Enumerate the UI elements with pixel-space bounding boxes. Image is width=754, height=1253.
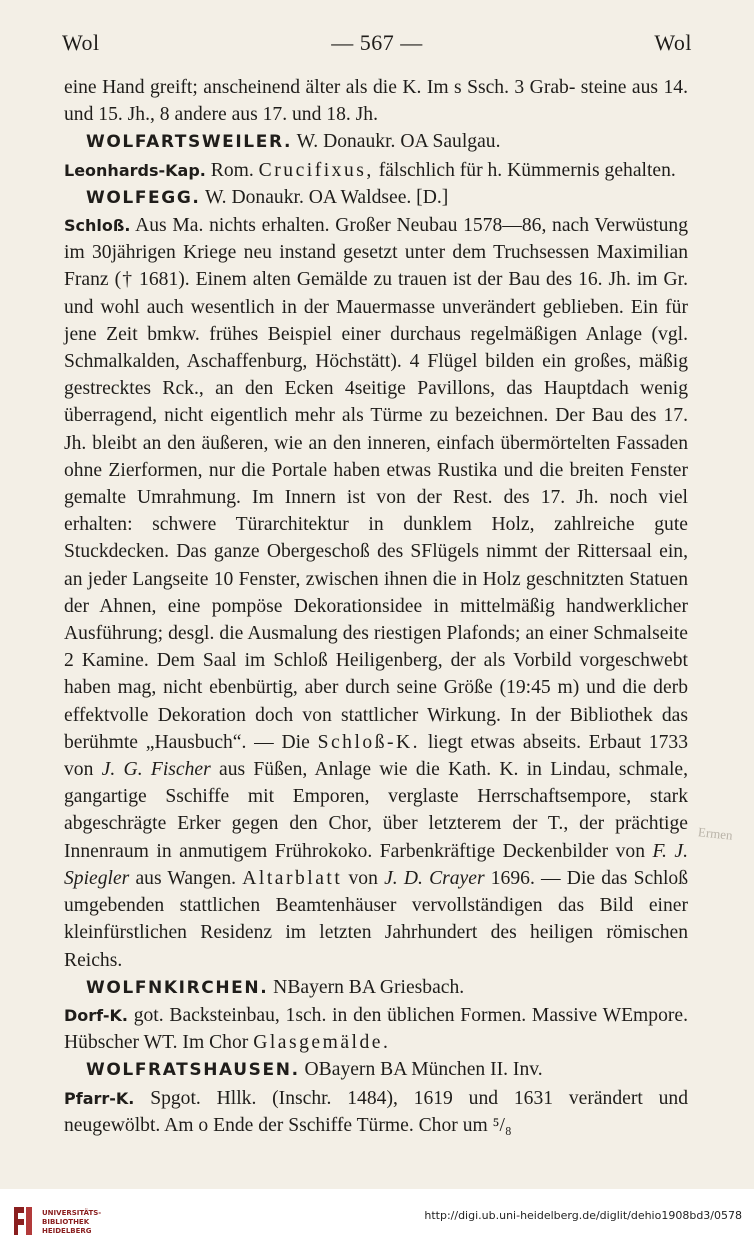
footer-bar (0, 1189, 754, 1253)
entry-paragraph: Pfarr-K. Spgot. Hllk. (Inschr. 1484), 1619 und 1631 verändert und neugewölbt. Am o Ende der Sschiffe Türme. Chor um ⁵/₈ (64, 1087, 688, 1136)
source-url-link[interactable]: http://digi.ub.uni-heidelberg.de/diglit/dehio1908bd3/0578 (424, 1209, 742, 1222)
entry-paragraph: Dorf-K. got. Backsteinbau, 1sch. in den üblichen Formen. Massive WEmpore. Hübscher WT. Im Chor Glasgemälde. (64, 1004, 688, 1054)
entry-wolfegg: WOLFEGG. W. Donaukr. OA Waldsee. [D.] (86, 186, 449, 208)
margin-annotation: Ermen (697, 824, 734, 843)
entry-paragraph: Leonhards-Kap. Rom. Crucifixus, fälschlich für h. Kümmernis gehalten. (64, 159, 676, 181)
page-body (64, 74, 688, 1139)
library-logo[interactable] (10, 1203, 130, 1241)
library-name: UNIVERSITÄTS- BIBLIOTHEK HEIDELBERG (42, 1209, 102, 1235)
running-header (62, 30, 692, 64)
entry-heading: WOLFEGG. (86, 187, 201, 208)
entry-wolfartsweiler: WOLFARTSWEILER. W. Donaukr. OA Saulgau. (86, 131, 501, 153)
entry-heading: WOLFNKIRCHEN. (86, 977, 269, 998)
header-left: Wol (62, 30, 100, 55)
text-line: eine Hand greift; anscheinend älter als die K. Im s Ssch. 3 Grab- steine aus 14. und 15. Jh., 8 andere aus 17. und 18. Jh. (64, 77, 688, 126)
header-right: Wol (654, 30, 692, 55)
entry-heading: WOLFARTSWEILER. (86, 132, 293, 153)
entry-heading: WOLFRATSHAUSEN. (86, 1060, 300, 1081)
entry-paragraph: Schloß. Aus Ma. nichts erhalten. Großer Neubau 1578—86, nach Verwüstung im 30jährigen Kriege neu instand gesetzt unter dem Truchsessen Maximilian Franz († 1681). Einem alten Gemälde zu trauen ist der Bau des 16. Jh. im Gr. und wohl auch wesentlich in der Mauermasse unverändert geblieben. Ein für jene Zeit bmkw. frühes Beispiel einer durchaus regelmäßigen Anlage (vgl. Schmalkalden, Aschaffenburg, Höchstätt). 4 Flügel bilden ein großes, mäßig gestrecktes Rck., an den Ecken 4seitige Pavillons, das Hauptdach wenig überragend, nicht eigentlich mehr als Türme zu bezeichnen. Der Bau des 17. Jh. bleibt an den äußeren, wie an den inneren, einfach übermörtelten Fassaden ohne Zierformen, nur die Portale haben etwas Rustika und die breiten Fenster gemalte Umrahmung. Im Innern ist von der Rest. des 17. Jh. noch viel erhalten: schwere Türarchitektur in dunklem Holz, zahlreiche gute Stuckdecken. Das ganze Obergeschoß des SFlügels nimmt der Rittersaal ein, an jeder Langseite 10 Fenster, zwischen ihnen die in Holz geschnitzten Statuen der Ahnen, eine pompöse Dekorationsidee in mittelmäßig handwerklicher Ausführung; desgl. die Ausmalung des riestigen Plafonds; an einer Schmalseite 2 Kamine. Dem Saal im Schloß Heiligenberg, der als Vorbild vorgeschwebt haben mag, nicht ebenbürtig, aber durch seine Größe (19:45 m) und die derb effektvolle Dekoration doch von stattlicher Wirkung. In der Bibliothek das berühmte „Hausbuch“. — Die Schloß-K. liegt etwas abseits. Erbaut 1733 von J. G. Fischer aus Füßen, Anlage wie die Kath. K. in Lindau, schmale, gangartige Sschiffe mit Emporen, verglaste Herrschaftsempore, stark abgeschrägte Erker gegen den Chor, über letzterem der T., der prächtige Innenraum in anmutigem Frührokoko. Farbenkräftige Deckenbilder von F. J. Spiegler aus Wangen. Altarblatt von J. D. Crayer 1696. — Die das Schloß umgebenden stattlichen Beamtenhäuser vervollständigen das Bild einer kleinfürstlichen Residenz im letzten Jahrhundert des heiligen römischen Reichs. (64, 215, 689, 971)
library-seal-icon (10, 1205, 36, 1237)
page-number: — 567 — (331, 30, 423, 55)
entry-wolfratshausen: WOLFRATSHAUSEN. OBayern BA München II. Inv. (86, 1059, 543, 1081)
entry-wolfnkirchen: WOLFNKIRCHEN. NBayern BA Griesbach. (86, 976, 465, 998)
